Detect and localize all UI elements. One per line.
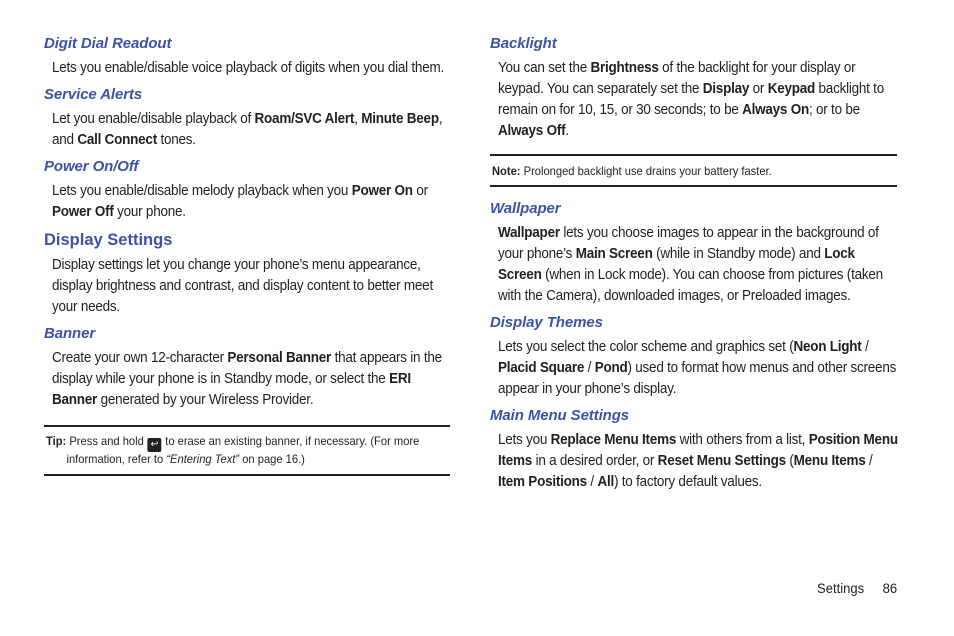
heading-main-menu-settings: Main Menu Settings: [490, 407, 630, 424]
display-themes-text: Lets you select the color scheme and graphics set (Neon Light / Placid Square / Pond) used to format how menus and other screens appear in your phone’s display.: [498, 339, 897, 397]
display-settings-text: Display settings let you change your phone’s menu appearance, display brightness and contrast, and display content to better meet your needs.: [52, 257, 433, 315]
note-box: Note: Prolonged backlight use drains your battery faster.: [490, 154, 897, 187]
term-always-off: Always Off: [498, 123, 566, 139]
term-display: Display: [702, 81, 750, 97]
note-label: Note:: [492, 164, 521, 178]
term-brightness: Brightness: [590, 60, 659, 76]
term-always-on: Always On: [742, 102, 809, 118]
term-call-connect: Call Connect: [77, 132, 157, 148]
banner-text: Create your own 12-character Personal Banner that appears in the display while your phone is in Standby mode, or select the ERI Banner generated by your Wireless Provider.: [52, 350, 442, 408]
term-eri-banner: ERI Banner: [52, 371, 411, 408]
term-power-on: Power On: [351, 183, 413, 199]
term-position-menu-items: Position Menu Items: [498, 432, 898, 469]
heading-digit-dial-readout: Digit Dial Readout: [44, 35, 172, 52]
term-reset-menu-settings: Reset Menu Settings: [657, 453, 786, 469]
page-footer: [817, 579, 897, 597]
back-key-icon: ↩: [148, 438, 162, 452]
heading-backlight: Backlight: [490, 35, 557, 52]
service-alerts-text: Let you enable/disable playback of Roam/SVC Alert, Minute Beep, and Call Connect tones.: [52, 111, 443, 148]
heading-banner: Banner: [44, 325, 96, 342]
term-wallpaper: Wallpaper: [498, 225, 560, 241]
term-menu-items: Menu Items: [793, 453, 866, 469]
heading-service-alerts: Service Alerts: [44, 86, 143, 103]
heading-display-settings: Display Settings: [44, 231, 173, 249]
term-lock-screen: Lock Screen: [498, 246, 855, 283]
term-minute-beep: Minute Beep: [361, 111, 439, 127]
term-pond: Pond: [594, 360, 628, 376]
cross-reference-link[interactable]: “Entering Text”: [166, 452, 240, 466]
term-placid-square: Placid Square: [498, 360, 585, 376]
term-replace-menu-items: Replace Menu Items: [550, 432, 677, 448]
heading-wallpaper: Wallpaper: [490, 200, 561, 217]
heading-display-themes: Display Themes: [490, 314, 603, 331]
tip-label: Tip:: [46, 434, 67, 448]
tip-box: Tip: Press and hold ↩ to erase an existing banner, if necessary. (For more information, refer to “Entering Text” on page 16.): [44, 425, 450, 476]
term-neon-light: Neon Light: [793, 339, 862, 355]
footer-section-name: Settings: [816, 580, 864, 596]
term-item-positions: Item Positions: [498, 474, 587, 490]
term-roam-svc-alert: Roam/SVC Alert: [254, 111, 355, 127]
heading-power-on-off: Power On/Off: [44, 158, 139, 175]
wallpaper-text: Wallpaper lets you choose images to appear in the background of your phone’s Main Screen (while in Standby mode) and Lock Screen (when in Lock mode). You can choose from pictures (taken with the Camera), downloaded images, or Preloaded images.: [498, 225, 883, 304]
left-column: [44, 34, 450, 488]
main-menu-settings-text: Lets you Replace Menu Items with others from a list, Position Menu Items in a desired order, or Reset Menu Settings (Menu Items / Item Positions / All) to factory default values.: [498, 432, 898, 490]
term-all: All: [597, 474, 615, 490]
digit-dial-readout-text: Lets you enable/disable voice playback of digits when you dial them.: [52, 60, 444, 76]
term-personal-banner: Personal Banner: [227, 350, 332, 366]
backlight-text: You can set the Brightness of the backlight for your display or keypad. You can separately set the Display or Keypad backlight to remain on for 10, 15, or 30 seconds; to be Always On; or to be Always Off.: [498, 60, 884, 139]
term-main-screen: Main Screen: [575, 246, 653, 262]
term-keypad: Keypad: [767, 81, 816, 97]
page-number: 86: [882, 580, 897, 596]
right-column: [490, 34, 897, 499]
power-on-off-text: Lets you enable/disable melody playback when you Power On or Power Off your phone.: [52, 183, 428, 220]
term-power-off: Power Off: [52, 204, 114, 220]
